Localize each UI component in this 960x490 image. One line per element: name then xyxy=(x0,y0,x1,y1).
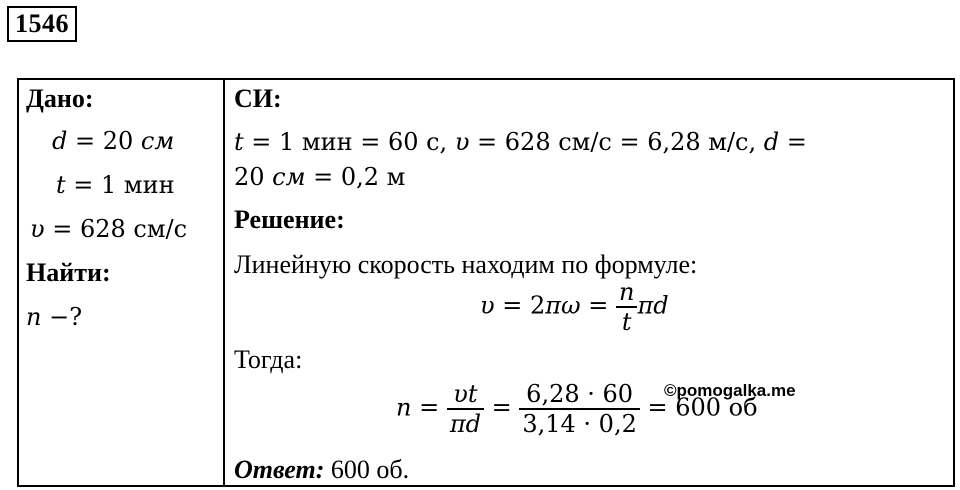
solution-intro: Линейную скорость находим по формуле: xyxy=(234,250,698,279)
calc-frac2-den: 3,14 · 0,2 xyxy=(522,410,637,438)
formula-num: n xyxy=(616,278,637,308)
si-line-1 xyxy=(234,127,807,157)
answer-value: 600 об. xyxy=(324,455,410,484)
calc-frac1-den: πd xyxy=(449,410,481,438)
calc-result: = 600 об xyxy=(639,393,758,422)
si-line-2 xyxy=(234,162,405,192)
find-var: n xyxy=(26,303,42,331)
calc-fraction-2 xyxy=(519,380,640,438)
given-heading: Дано: xyxy=(26,84,94,113)
given-v xyxy=(30,214,187,244)
formula-after: πd xyxy=(637,291,669,320)
si-d-var: d xyxy=(763,128,780,156)
formula-fraction xyxy=(616,278,637,336)
answer xyxy=(234,455,409,485)
problem-number: 1546 xyxy=(7,6,77,42)
si-line2-b: = 0,2 м xyxy=(305,163,406,191)
given-d-unit: см xyxy=(140,127,175,155)
calc-n: n xyxy=(396,393,412,422)
watermark: ©pomogalka.me xyxy=(664,381,796,400)
si-line1-a: = 1 мин = 60 с, xyxy=(243,128,455,156)
given-d-var: d xyxy=(52,127,68,155)
given-v-eq: = 628 см/с xyxy=(44,215,188,243)
calc-frac1-num: υt xyxy=(447,380,484,410)
given-t-eq: = 1 мин xyxy=(65,171,175,199)
velocity-formula xyxy=(480,278,669,336)
formula-v: υ xyxy=(480,291,495,320)
si-t-var: t xyxy=(234,128,244,156)
given-d xyxy=(52,126,174,156)
solution-heading: Решение: xyxy=(234,205,345,234)
si-v-var: υ xyxy=(454,128,470,156)
find-n xyxy=(26,302,82,332)
formula-omega: ω xyxy=(561,291,581,320)
given-t-var: t xyxy=(56,171,66,199)
answer-label: Ответ: xyxy=(234,455,325,484)
calc-frac2-num: 6,28 · 60 xyxy=(519,380,640,410)
formula-den: t xyxy=(621,308,632,336)
si-line2-a: 20 xyxy=(234,163,273,191)
formula-eq2: = xyxy=(580,291,616,320)
calc-eq: = xyxy=(411,393,447,422)
si-line2-unit: см xyxy=(272,163,306,191)
si-line1-b: = 628 см/с = 6,28 м/с, xyxy=(469,128,764,156)
column-divider xyxy=(223,78,225,487)
si-heading: СИ: xyxy=(234,84,282,113)
given-v-var: υ xyxy=(30,215,45,243)
given-d-eq: = 20 xyxy=(67,127,141,155)
calc-fraction-1 xyxy=(447,380,484,438)
formula-eq1: = 2 xyxy=(494,291,546,320)
given-t xyxy=(56,170,175,200)
find-rest: −? xyxy=(41,303,83,331)
si-line1-c: = xyxy=(779,128,807,156)
calc-eq-2: = xyxy=(483,393,520,422)
find-heading: Найти: xyxy=(26,258,111,287)
formula-pi: π xyxy=(545,291,562,320)
solution-then: Тогда: xyxy=(234,345,303,374)
